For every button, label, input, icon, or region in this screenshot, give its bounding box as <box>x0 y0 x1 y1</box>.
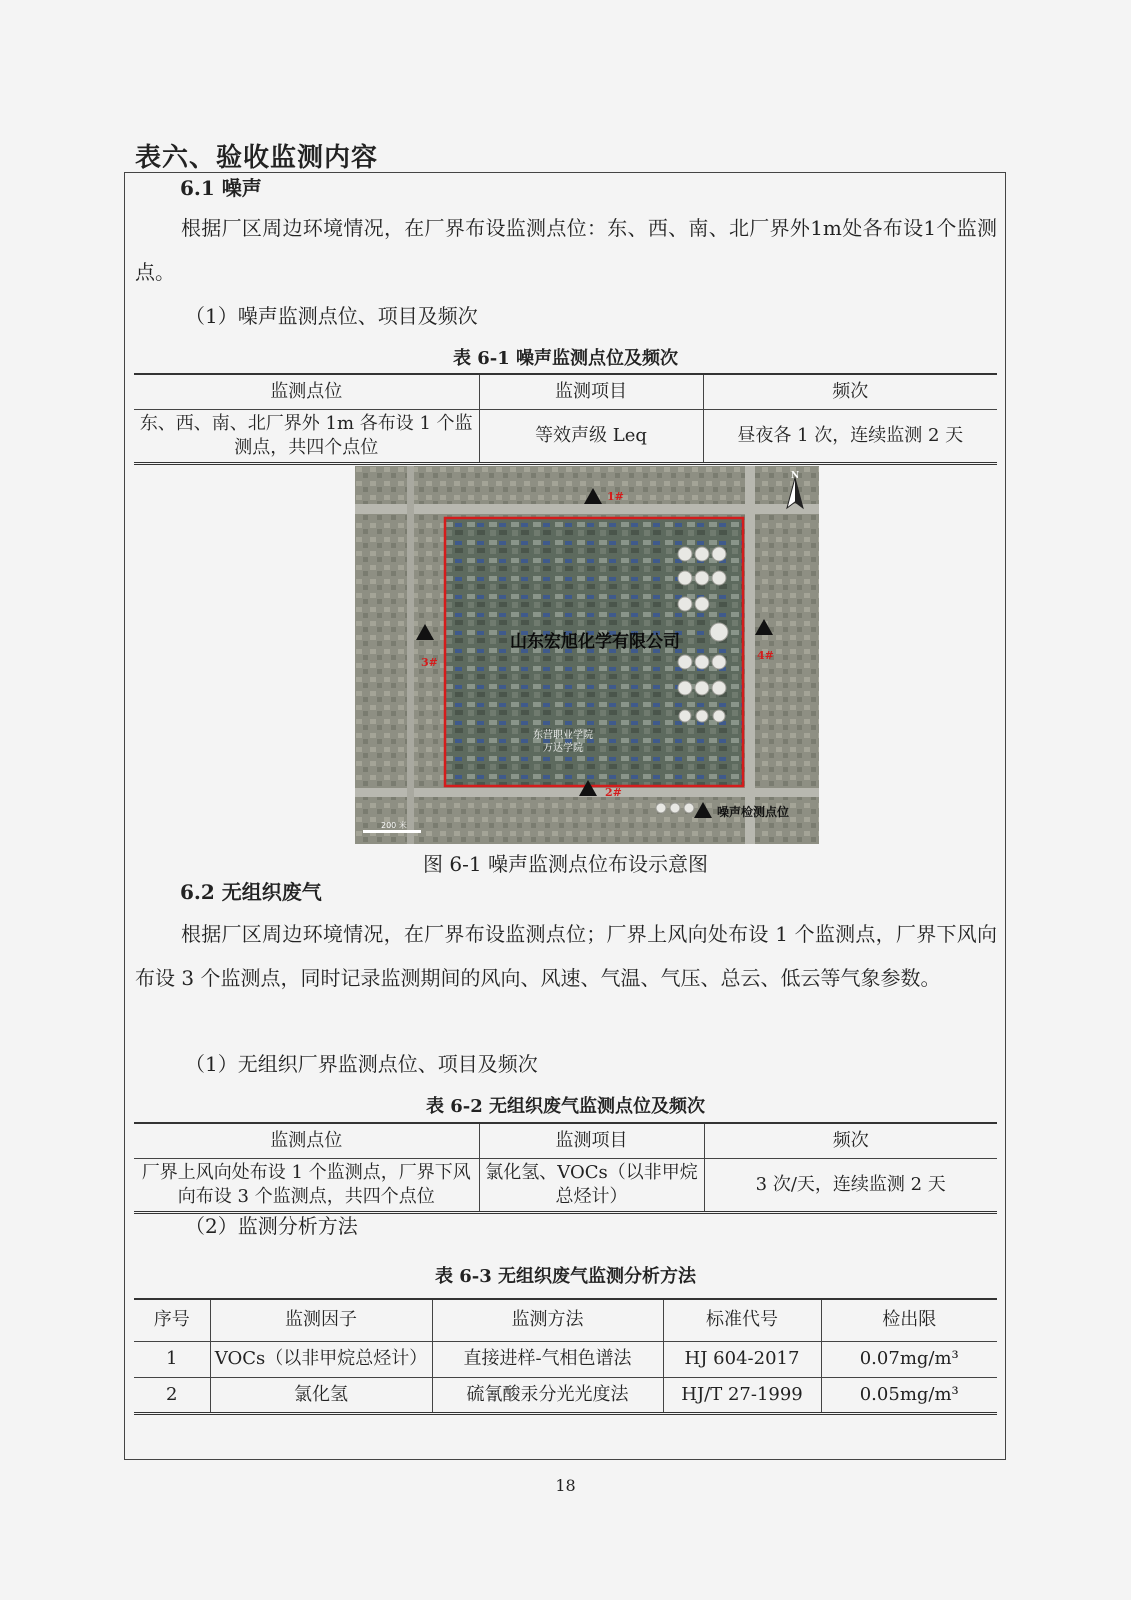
table-header-cell: 序号 <box>134 1299 210 1341</box>
table-6-1 <box>134 373 997 465</box>
legend-label: 噪声检测点位 <box>717 805 790 819</box>
table-header-cell: 监测因子 <box>210 1299 432 1341</box>
table-6-1-caption: 表 6-1 噪声监测点位及频次 <box>452 348 679 369</box>
page-number: 18 <box>555 1476 576 1495</box>
school-label: 万达学院 <box>543 743 583 754</box>
table-cell: HJ/T 27-1999 <box>663 1377 821 1413</box>
table-6-2-caption: 表 6-2 无组织废气监测点位及频次 <box>425 1096 706 1117</box>
table-cell: 氯化氢、VOCs（以非甲烷总烃计） <box>479 1159 704 1213</box>
table-cell: 0.05mg/m³ <box>821 1377 997 1413</box>
table-header-cell: 标准代号 <box>663 1299 821 1341</box>
table-cell: 2 <box>134 1377 210 1413</box>
section-heading-fugitive: 6.2 无组织废气 <box>180 880 322 904</box>
table-header-cell: 监测项目 <box>479 374 703 410</box>
table-cell: 氯化氢 <box>210 1377 432 1413</box>
road <box>745 466 755 844</box>
table-cell: 1 <box>134 1341 210 1377</box>
section-heading-noise: 6.1 噪声 <box>180 176 262 200</box>
table-cell: 直接进样-气相色谱法 <box>432 1341 663 1377</box>
fugitive-paragraph: 根据厂区周边环境情况，在厂界布设监测点位；厂界上风向处布设 1 个监测点，厂界下风向布设 3 个监测点，同时记录监测期间的风向、风速、气温、气压、总云、低云等气象参数。 <box>135 922 997 990</box>
table-6-2 <box>134 1122 997 1214</box>
table-cell: 厂界上风向处布设 1 个监测点，厂界下风向布设 3 个监测点，共四个点位 <box>134 1159 479 1213</box>
page-title: 表六、验收监测内容 <box>135 143 379 173</box>
table-6-3 <box>134 1298 997 1415</box>
point-label: 2# <box>605 786 622 799</box>
scale-bar <box>363 830 421 833</box>
point-label: 3# <box>421 656 438 669</box>
table-header-cell: 频次 <box>704 1123 997 1159</box>
road <box>407 466 414 844</box>
table-header-cell: 监测点位 <box>134 1123 479 1159</box>
company-label: 山东宏旭化学有限公司 <box>510 632 680 652</box>
north-label: N <box>791 471 800 481</box>
noise-subheading: （1）噪声监测点位、项目及频次 <box>185 304 478 328</box>
analysis-method-subheading: （2）监测分析方法 <box>185 1214 358 1238</box>
table-cell: HJ 604-2017 <box>663 1341 821 1377</box>
table-header-cell: 监测项目 <box>479 1123 704 1159</box>
table-cell: 0.07mg/m³ <box>821 1341 997 1377</box>
table-cell: VOCs（以非甲烷总烃计） <box>210 1341 432 1377</box>
school-label: 东营职业学院 <box>533 730 593 741</box>
table-header-cell: 检出限 <box>821 1299 997 1341</box>
figure-6-1-caption: 图 6-1 噪声监测点位布设示意图 <box>423 852 708 876</box>
noise-paragraph: 根据厂区周边环境情况，在厂界布设监测点位：东、西、南、北厂界外1m处各布设1个监测点。 <box>135 216 997 284</box>
table-cell: 硫氰酸汞分光光度法 <box>432 1377 663 1413</box>
table-header-cell: 监测方法 <box>432 1299 663 1341</box>
table-cell: 等效声级 Leq <box>479 410 703 464</box>
table-cell: 昼夜各 1 次，连续监测 2 天 <box>703 410 997 464</box>
fugitive-subheading: （1）无组织厂界监测点位、项目及频次 <box>185 1052 538 1076</box>
table-6-3-caption: 表 6-3 无组织废气监测分析方法 <box>434 1266 697 1287</box>
noise-monitoring-map <box>355 466 819 844</box>
table-cell: 3 次/天，连续监测 2 天 <box>704 1159 997 1213</box>
point-label: 4# <box>757 649 774 662</box>
point-label: 1# <box>607 490 624 503</box>
table-header-cell: 频次 <box>703 374 997 410</box>
table-cell: 东、西、南、北厂界外 1m 各布设 1 个监测点，共四个点位 <box>134 410 479 464</box>
table-header-cell: 监测点位 <box>134 374 479 410</box>
scale-label: 200 米 <box>381 821 407 830</box>
